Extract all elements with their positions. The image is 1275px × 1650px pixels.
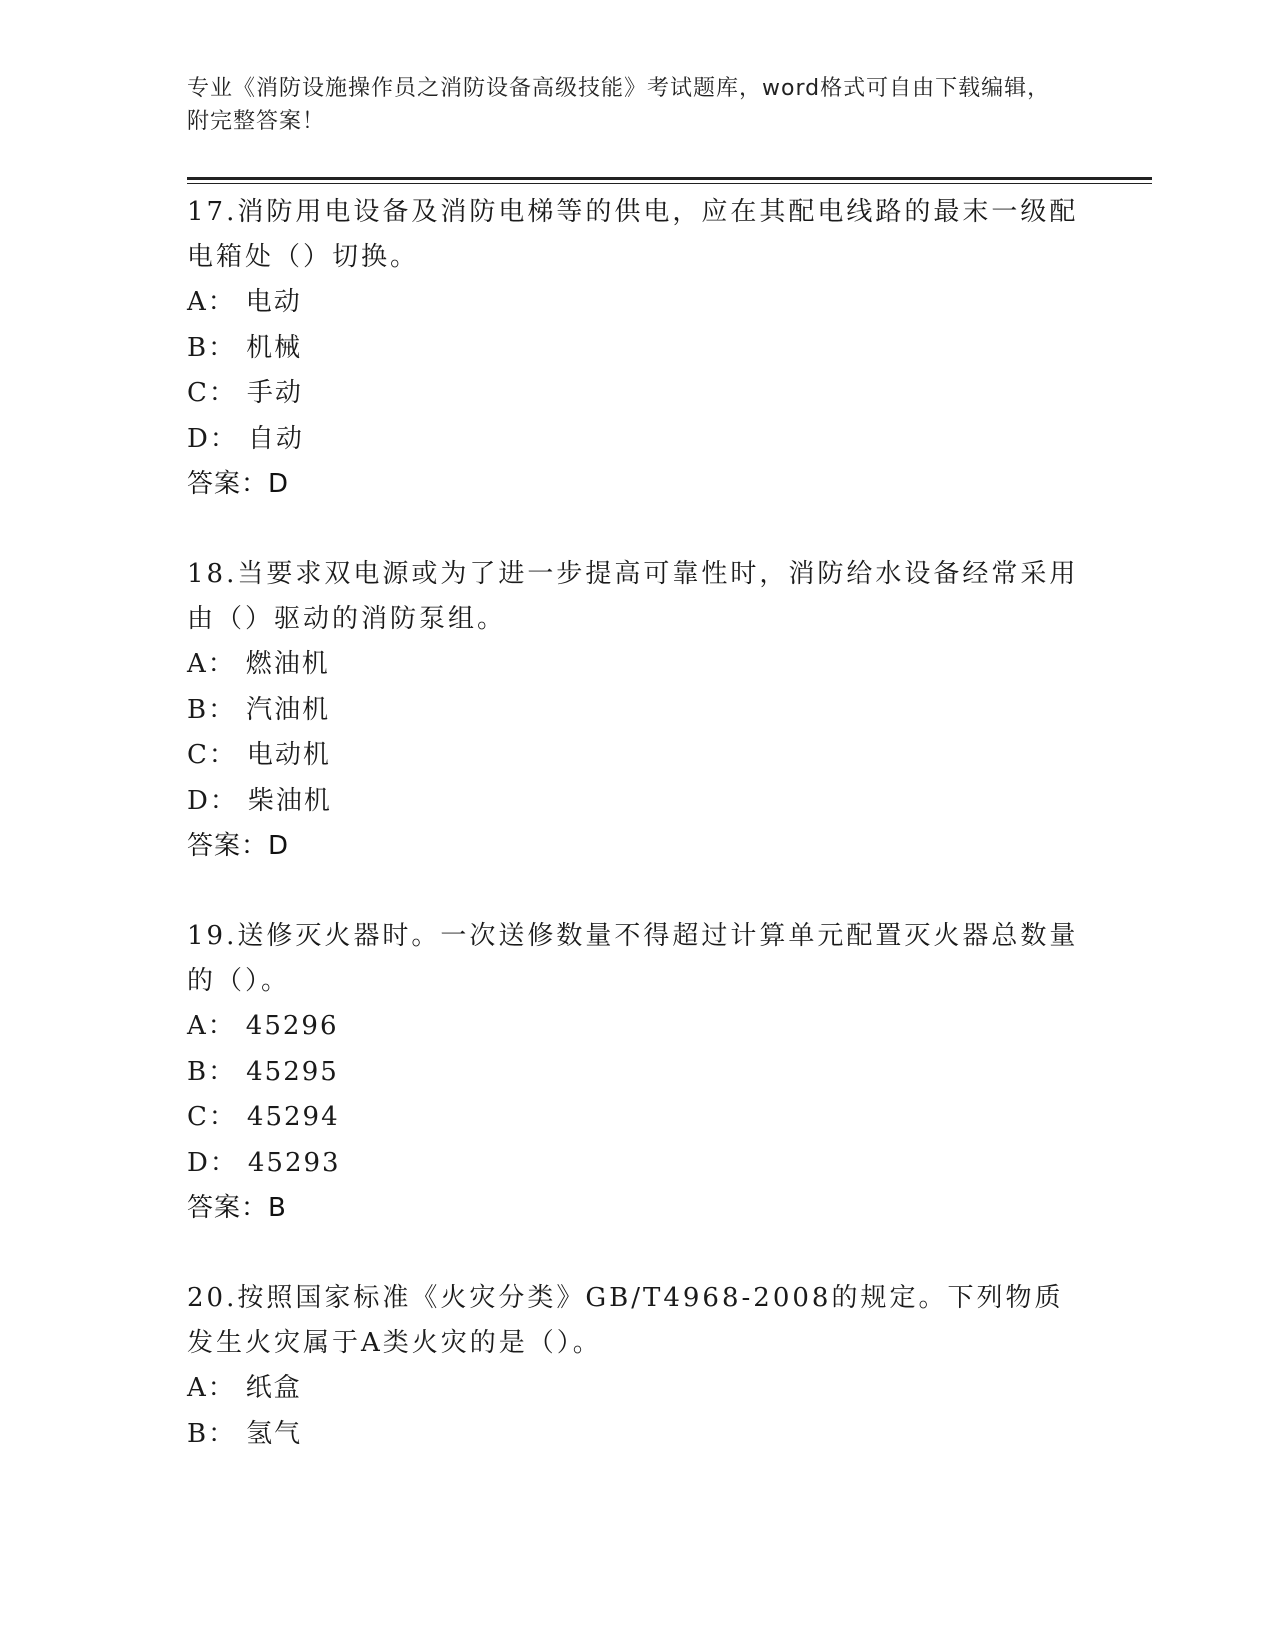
option-b [187,326,1087,372]
option-key: D： [187,785,238,816]
option-value: 45294 [246,1102,340,1132]
option-d [187,417,1087,463]
question-19 [187,914,1087,1231]
option-key: C： [187,1102,237,1132]
option-key: B： [187,332,237,363]
option-c [187,1095,1087,1141]
question-17 [187,190,1087,507]
option-value: 机械 [246,332,303,363]
option-c [187,371,1087,417]
option-value: 柴油机 [247,785,332,816]
answer: 答案：D [187,469,290,499]
option-key: C： [187,740,237,770]
option-value: 45295 [246,1056,339,1087]
option-b [187,688,1087,734]
option-value: 燃油机 [245,649,330,679]
question-spacer [187,507,1087,552]
option-value: 氢气 [246,1418,303,1449]
question-20 [187,1276,1087,1457]
option-a [187,280,1087,326]
header-rule-thin [187,183,1152,184]
question-text: 17.消防用电设备及消防电梯等的供电，应在其配电线路的最末一级配电箱处（）切换。 [187,197,1079,272]
option-value: 自动 [247,423,304,454]
option-b [187,1050,1087,1096]
option-value: 电动机 [246,740,331,770]
option-key: C： [187,378,237,408]
option-key: A： [187,287,236,317]
option-a [187,1366,1087,1412]
answer: 答案：D [187,831,290,861]
question-text: 19.送修灭火器时。一次送修数量不得超过计算单元配置灭火器总数量的（）。 [187,921,1079,996]
option-key: D： [187,1147,238,1178]
option-value: 45296 [245,1011,339,1041]
option-key: B： [187,694,237,725]
option-b [187,1412,1087,1458]
option-key: B： [187,1418,237,1449]
option-key: D： [187,423,238,454]
option-key: A： [187,649,236,679]
question-text: 18.当要求双电源或为了进一步提高可靠性时，消防给水设备经常采用由（）驱动的消防泵组。 [187,559,1079,634]
option-d [187,779,1087,825]
question-spacer [187,1231,1087,1276]
question-text: 20.按照国家标准《火灾分类》GB/T4968-2008的规定。下列物质发生火灾属于A类火灾的是（）。 [187,1283,1064,1358]
option-value: 45293 [247,1147,341,1178]
option-key: A： [187,1373,236,1403]
header-rule-thick [187,177,1152,180]
option-c [187,733,1087,779]
document-header: 专业《消防设施操作员之消防设备高级技能》考试题库，word格式可自由下载编辑，附完整答案！ [187,76,1051,134]
question-18 [187,552,1087,869]
option-value: 汽油机 [246,694,331,725]
option-d [187,1141,1087,1187]
option-value: 纸盒 [245,1373,302,1403]
question-list [187,190,1087,1457]
option-key: A： [187,1011,236,1041]
option-a [187,1004,1087,1050]
option-a [187,642,1087,688]
question-spacer [187,869,1087,914]
option-value: 手动 [246,378,303,408]
answer: 答案：B [187,1193,287,1223]
option-key: B： [187,1056,237,1087]
option-value: 电动 [245,287,302,317]
